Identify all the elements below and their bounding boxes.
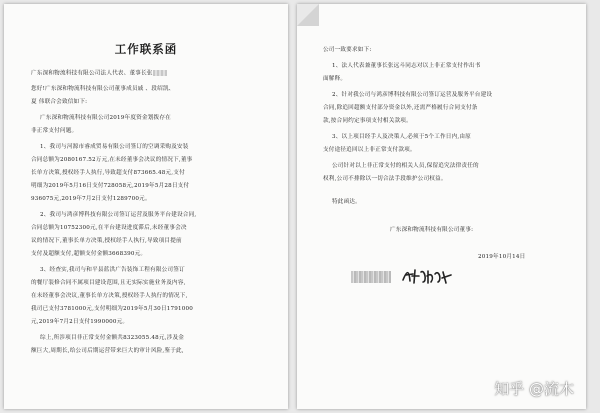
body-line: 合同,除追回超额支付部分资金以外,还需严格履行合同支付条	[323, 105, 478, 111]
signatory-company: 广东深和物流科技有限公司董事:	[390, 227, 474, 233]
letter-page-1	[4, 4, 288, 409]
body-line: 夏 伟联合会致信如下:	[31, 99, 88, 105]
body-line: 权利,公司不排除以一切合法手段维护公司权益。	[323, 176, 447, 182]
body-line: 元,2019年7月2日支付1990000元。	[31, 319, 129, 325]
letter-title: 工作联系函	[114, 42, 178, 56]
body-line: 3、以上项目经手人及决策人,必须于5个工作日内,由原	[332, 134, 471, 140]
body-line: 支付途径追回以上非正常支付款项。	[323, 147, 416, 153]
folded-corner	[297, 4, 319, 26]
body-line: 合同总额为10752300元,在平台建设进度滞后,未经董事会决	[31, 225, 187, 231]
body-line: 3、经查实,我司与和平县蓝洪广告装饰工程有限公司签订	[40, 267, 185, 273]
closing-line: 特此函达。	[332, 199, 361, 205]
body-line: 公司针对以上非正常支付的相关人员,保留追究法律责任的	[332, 163, 479, 169]
body-line: 面解释。	[323, 76, 347, 82]
body-line: 1、法人代表兼董事长张远斗同志对以上非正常支付作出书	[332, 63, 481, 69]
handwritten-signature	[401, 266, 453, 286]
letter-page-2	[297, 4, 586, 409]
body-line: 综上,所涉项目非正常支付金额共8323055.48元,涉及金	[40, 335, 185, 341]
body-line: 非正常支付问题。	[31, 128, 78, 134]
redacted-signature	[351, 271, 391, 283]
body-line: 2、针对我公司与鸿彦博科技有限公司签订运营及服务平台建设	[332, 92, 493, 98]
letter-date: 2019年10月14日	[478, 254, 526, 260]
body-line: 议的情况下,董事长单方决策,授权经手人执行,导致项目提前	[31, 238, 182, 244]
body-line: 合同总额为2080167.52万元,在未经董事会决议的情况下,董事	[31, 157, 193, 163]
body-line: 广东深和物流科技有限公司2019年度资金划拨存在	[40, 115, 171, 121]
body-line: 额巨大,周期长,给公司后期运营带来巨大的审计风险,鉴于此,	[31, 348, 184, 354]
addressee-line: 广东深和物流科技有限公司法人代表、董事长张	[31, 70, 167, 77]
body-line: 在未经董事会决议,董事长单方决策,授权经手人执行的情况下,	[31, 293, 188, 299]
body-line: 款,按合同约定事项支付相关款项。	[323, 118, 412, 124]
body-line: 我司已支付3781000元,支付明细为2019年5月30日1791000	[31, 306, 194, 312]
body-line: 长单方决策,授权经手人执行,导致超支付873665.48元,支付	[31, 170, 185, 176]
body-line: 2、我司与鸿彦博科技有限公司签订运营及服务平台建设合同,	[40, 212, 197, 218]
body-line: 的餐厅装修合同不属项目建设范围,且无实际实施业务及内容,	[31, 280, 186, 286]
body-line: 936075元,2019年7月2日支付1289700元。	[31, 196, 151, 202]
body-line: 公司一致要求如下:	[323, 47, 372, 53]
body-line: 明细为2019年5月16日支付728058元,2019年5月28日支付	[31, 183, 190, 189]
body-line: 1、我司与河源市睿成贸易有限公司签订的空调采购及安装	[40, 144, 189, 150]
body-line: 支付及超额支付,超额支付金额3668390元。	[31, 251, 147, 257]
redacted-block	[153, 70, 167, 76]
greeting-line: 您好!广东深和物流科技有限公司董事成员戚 、段绍凯、	[31, 86, 175, 92]
site-watermark: 知乎 @流木	[494, 380, 574, 398]
